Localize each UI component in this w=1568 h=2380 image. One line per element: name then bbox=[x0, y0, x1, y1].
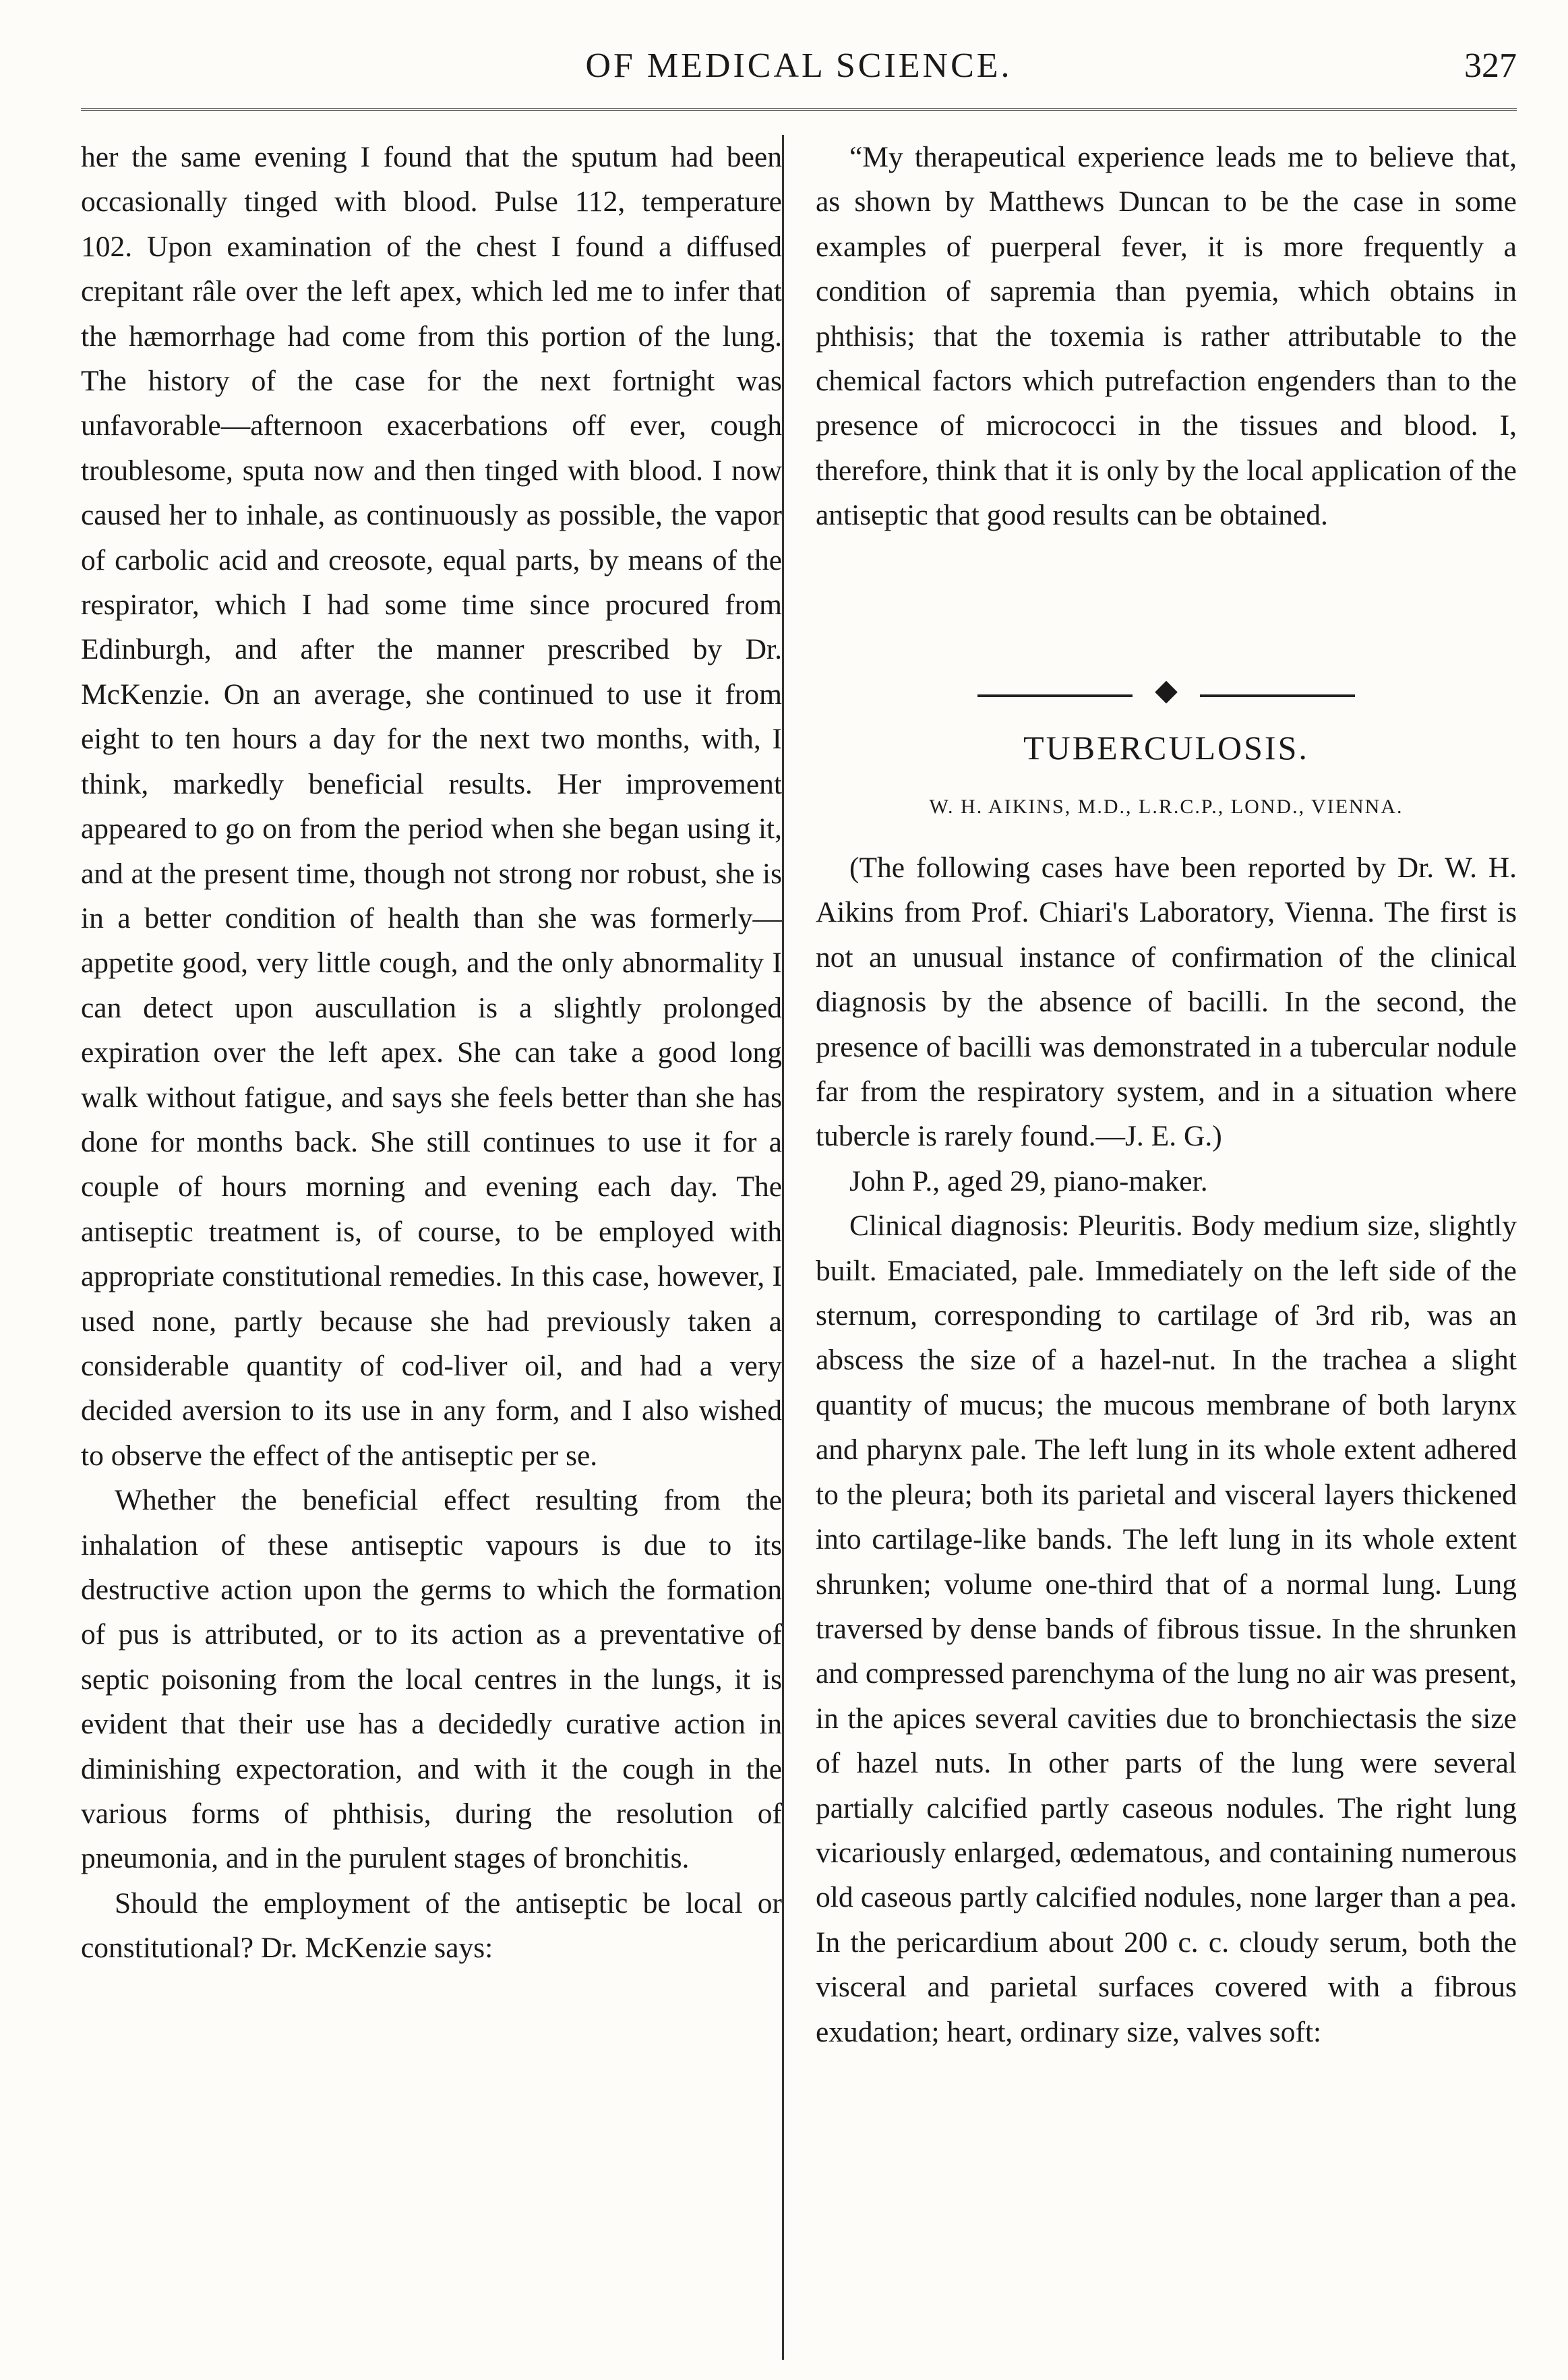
paragraph-mckenzie-quote: “My therapeutical experience leads me to believe that, as shown by Matthews Duncan to be the case in some examples of puerperal fever, it is more frequently a condition of sapremia than pyemia, which obtains in phthisis; that the toxemia is rather attributable to the chemical factors which putrefaction engenders than to the presence of micrococci in the tissues and blood. I, therefore, think that it is only by the local application of the antiseptic that good results can be obtained. bbox=[816, 141, 1517, 532]
paragraph-antiseptic-effect: Whether the beneficial effect resulting from the inhalation of these antiseptic vapours is due to its destructive action upon the germs to which the formation of pus is attributed, or to its action as a preventative of septic poisoning from the local centres in the lungs, it is evident that their use has a decidedly curative action in diminishing expectoration, and with it the cough in the various forms of phthisis, during the resolution of pneumonia, and in the purulent stages of bronchitis. bbox=[81, 1484, 782, 1875]
paragraph-diagnosis: Clinical diagnosis: Pleuritis. Body medium size, slightly built. Emaciated, pale. Immediately on the left side of the sternum, corresponding to cartilage of 3rd rib, was an abscess the size of a hazel-nut. In the trachea a slight quantity of mucus; the mucous membrane of both larynx and pharynx pale. The left lung in its whole extent adhered to the pleura; both its parietal and visceral layers thickened into cartilage-like bands. The left lung in its whole extent shrunken; volume one-third that of a normal lung. Lung traversed by dense bands of fibrous tissue. In the shrunken and compressed parenchyma of the lung no air was present, in the apices several cavities due to bronchiectasis the size of hazel nuts. In other parts of the lung were several partially calcified partly caseous nodules. The right lung vicariously enlarged, œdematous, and containing numerous old caseous partly calcified nodules, none larger than a pea. In the pericardium about 200 c. c. cloudy serum, both the visceral and parietal surfaces covered with a fibrous exudation; heart, ordinary size, valves soft: bbox=[816, 1210, 1517, 2048]
paragraph-mckenzie-question: Should the employment of the antiseptic be local or constitutional? Dr. McKenzie says: bbox=[81, 1886, 782, 1965]
author-byline: W. H. AIKINS, M.D., L.R.C.P., LOND., VIENNA. bbox=[929, 796, 1404, 818]
column-divider bbox=[782, 135, 784, 2360]
left-column bbox=[81, 135, 782, 1971]
page-header bbox=[81, 19, 1517, 93]
page-number: 327 bbox=[1464, 47, 1517, 85]
section-heading: TUBERCULOSIS. bbox=[1023, 729, 1309, 767]
running-title: OF MEDICAL SCIENCE. bbox=[585, 47, 1013, 85]
right-column-body bbox=[816, 845, 1517, 2054]
paragraph-sputum-case: her the same evening I found that the sputum had been occasionally tinged with blood. Pulse 112, temperature 102. Upon examination of the chest I found a diffused crepitant râle over the left apex, which led me to infer that the hæmorrhage had come from this portion of the lung. The history of the case for the next fortnight was unfavorable—afternoon exacerbations off ever, cough troublesome, sputa now and then tinged with blood. I now caused her to inhale, as continuously as possible, the vapor of carbolic acid and creosote, equal parts, by means of the respirator, which I had some time since procured from Edinburgh, and after the manner prescribed by Dr. McKenzie. On an average, she continued to use it from eight to ten hours a day for the next two months, with, I think, markedly beneficial results. Her improvement appeared to go on from the period when she began using it, and at the present time, though not strong nor robust, she is in a better condition of health than she was formerly—appetite good, very little cough, and the only abnormality I can detect upon auscullation is a slightly prolonged expiration over the left apex. She can take a good long walk without fatigue, and says she feels better than she has done for months back. She still continues to use it for a couple of hours morning and evening each day. The antiseptic treatment is, of course, to be employed with appropriate constitutional remedies. In this case, however, I used none, partly because she had previously taken a considerable quantity of cod-liver oil, and had a very decided aversion to its use in any form, and I also wished to observe the effect of the antiseptic per se. bbox=[81, 141, 782, 1472]
ornament-diamond-icon: ◆ bbox=[1155, 674, 1178, 707]
paragraph-intro: (The following cases have been reported by Dr. W. H. Aikins from Prof. Chiari's Laboratory, Vienna. The first is not an unusual instance of confirmation of the clinical diagnosis by the absence of bacilli. In the second, the presence of bacilli was demonstrated in a tubercular nodule far from the respiratory system, and in a situation where tubercle is rarely found.—J. E. G.) bbox=[816, 852, 1517, 1153]
ornament-line-left bbox=[977, 694, 1133, 697]
section-ornament bbox=[977, 674, 1355, 709]
ornament-line-right bbox=[1200, 694, 1355, 697]
paragraph-case: John P., aged 29, piano-maker. bbox=[849, 1164, 1208, 1197]
right-column-top bbox=[816, 135, 1517, 538]
header-rule bbox=[81, 108, 1517, 111]
